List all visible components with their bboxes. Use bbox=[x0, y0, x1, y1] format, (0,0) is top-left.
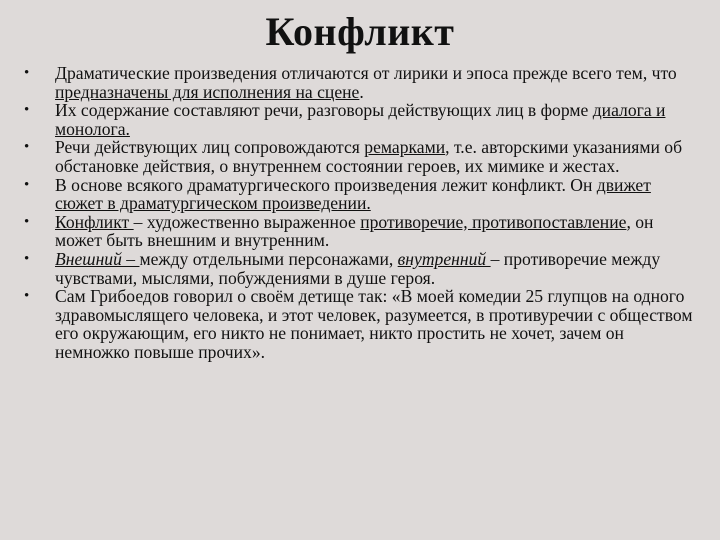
bullet-item bbox=[22, 176, 702, 213]
bullet-text-segment: противоречие, противопоставление bbox=[360, 211, 627, 232]
bullet-text-segment: В основе всякого драматургического произведения лежит конфликт. Он bbox=[55, 174, 597, 195]
bullet-dot-icon: • bbox=[24, 176, 30, 193]
bullet-text-segment: внутренний bbox=[397, 248, 491, 269]
bullet-item bbox=[22, 64, 702, 101]
bullet-text-segment: между отдельными персонажами, bbox=[139, 248, 398, 269]
bullet-item bbox=[22, 287, 702, 361]
bullet-text-segment: движет сюжет в драматургическом произведении. bbox=[55, 174, 651, 214]
bullet-text-segment: Внешний – bbox=[55, 248, 140, 269]
bullet-item bbox=[22, 250, 702, 287]
bullet-text-segment: – художественно выраженное bbox=[133, 211, 361, 232]
bullet-text-segment: , он может быть внешним и внутренним. bbox=[55, 211, 654, 251]
bullet-text-segment: , т.е. авторскими указаниями об обстановке действия, о внутреннем состоянии героев, их мимике и жестах. bbox=[55, 137, 683, 176]
bullet-text-segment: ремарками bbox=[364, 137, 446, 158]
bullet-item bbox=[22, 101, 702, 138]
slide-title: Конфликт bbox=[265, 9, 455, 54]
bullet-dot-icon: • bbox=[24, 213, 30, 230]
bullet-dot-icon: • bbox=[24, 288, 30, 305]
bullet-text-segment: Сам Грибоедов говорил о своём детище так: «В моей комедии 25 глупцов на одного здравомыслящего человека, и этот человек, разумеется, в противуречии с обществом его окружающим, его никто не понимает, никто простить не хочет, зачем он немножко повыше прочих». bbox=[55, 286, 693, 362]
bullet-text-segment: Речи действующих лиц сопровождаются bbox=[55, 137, 365, 158]
bullet-text-segment: диалога и монолога. bbox=[55, 100, 666, 139]
bullet-dot-icon: • bbox=[24, 139, 30, 156]
bullet-dot-icon: • bbox=[24, 250, 30, 267]
bullet-text-segment: – противоречие между чувствами, мыслями, побуждениями в душе героя. bbox=[55, 248, 661, 288]
bullet-item bbox=[22, 138, 702, 175]
bullet-list bbox=[22, 64, 702, 362]
bullet-item bbox=[22, 213, 702, 250]
bullet-text-segment: предназначены для исполнения на сцене bbox=[55, 81, 360, 102]
bullet-dot-icon: • bbox=[24, 102, 30, 119]
bullet-text-segment: Конфликт bbox=[55, 211, 134, 232]
bullet-text-segment: Их содержание составляют речи, разговоры действующих лиц в форме bbox=[55, 100, 593, 121]
bullet-text-segment: . bbox=[359, 81, 364, 102]
bullet-dot-icon: • bbox=[24, 65, 30, 81]
bullet-text-segment: Драматические произведения отличаются от лирики и эпоса прежде всего тем, что bbox=[55, 63, 677, 83]
